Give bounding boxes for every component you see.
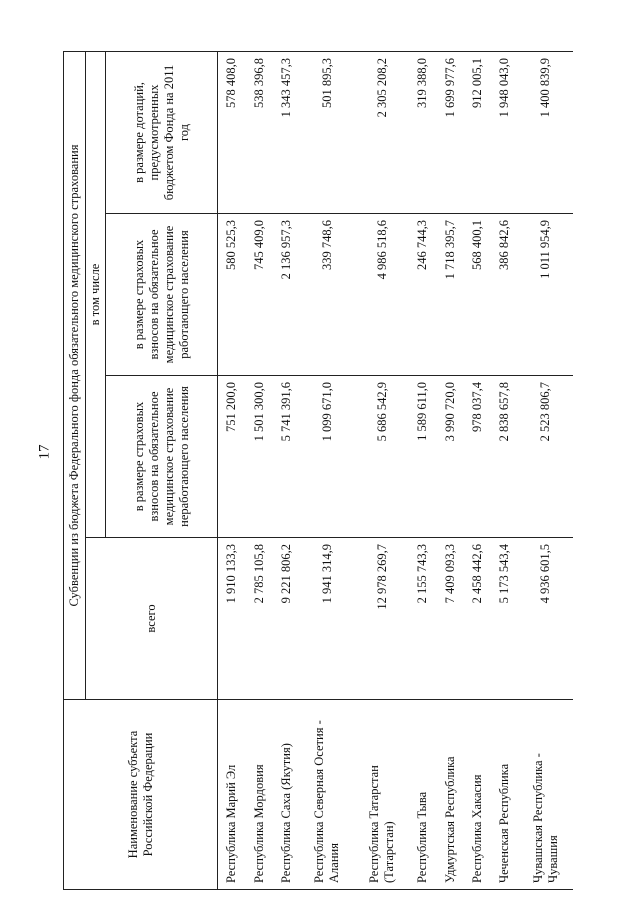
header-region: Наименование субъекта Российской Федерации (64, 700, 218, 890)
value-non-working: 978 037,4 (464, 376, 491, 538)
region-name: Республика Мордовия (246, 700, 273, 890)
value-subsidies: 578 408,0 (218, 51, 246, 213)
value-subsidies: 2 305 208,2 (355, 51, 410, 213)
value-subsidies: 1 699 977,6 (437, 51, 464, 213)
header-non-working: в размере страховых взносов на обязательное медицинское страхование неработающего населения (106, 376, 218, 538)
rotated-table-container (63, 52, 573, 890)
header-subventions: Субвенции из бюджета Федерального фонда обязательного медицинского страхования (64, 51, 86, 699)
header-total: всего (86, 538, 218, 700)
value-non-working: 2 838 657,8 (491, 376, 518, 538)
region-name: Республика Саха (Якутия) (273, 700, 300, 890)
region-name: Чувашская Республика - Чувашия (518, 700, 573, 890)
value-working: 386 842,6 (491, 214, 518, 376)
region-name: Республика Тыва (409, 700, 436, 890)
table-row (218, 51, 246, 889)
value-working: 745 409,0 (246, 214, 273, 376)
value-non-working: 1 099 671,0 (300, 376, 355, 538)
value-total: 12 978 269,7 (355, 538, 410, 700)
value-total: 9 221 806,2 (273, 538, 300, 700)
value-subsidies: 501 895,3 (300, 51, 355, 213)
value-subsidies: 912 005,1 (464, 51, 491, 213)
table-row (246, 51, 273, 889)
value-working: 580 525,3 (218, 214, 246, 376)
table-row (273, 51, 300, 889)
value-subsidies: 1 343 457,3 (273, 51, 300, 213)
value-non-working: 5 686 542,9 (355, 376, 410, 538)
value-total: 7 409 093,3 (437, 538, 464, 700)
page-number: 17 (36, 444, 53, 460)
value-working: 339 748,6 (300, 214, 355, 376)
subventions-table (63, 51, 573, 890)
region-name: Республика Хакасия (464, 700, 491, 890)
value-total: 5 173 543,4 (491, 538, 518, 700)
table-row (437, 51, 464, 889)
value-working: 1 011 954,9 (518, 214, 573, 376)
value-subsidies: 1 948 043,0 (491, 51, 518, 213)
value-subsidies: 538 396,8 (246, 51, 273, 213)
region-name: Республика Татарстан (Татарстан) (355, 700, 410, 890)
value-non-working: 2 523 806,7 (518, 376, 573, 538)
value-total: 2 785 105,8 (246, 538, 273, 700)
value-non-working: 3 990 720,0 (437, 376, 464, 538)
header-working: в размере страховых взносов на обязательное медицинское страхование работающего населения (106, 214, 218, 376)
value-total: 2 155 743,3 (409, 538, 436, 700)
value-non-working: 5 741 391,6 (273, 376, 300, 538)
header-subsidies: в размере дотаций, предусмотренных бюджетом Фонда на 2011 год (106, 51, 218, 213)
region-name: Республика Марий Эл (218, 700, 246, 890)
value-subsidies: 319 388,0 (409, 51, 436, 213)
region-name: Удмуртская Республика (437, 700, 464, 890)
header-including: в том числе (86, 51, 106, 537)
value-working: 4 986 518,6 (355, 214, 410, 376)
value-total: 1 941 314,9 (300, 538, 355, 700)
value-working: 2 136 957,3 (273, 214, 300, 376)
region-name: Республика Северная Осетия - Алания (300, 700, 355, 890)
value-non-working: 1 589 611,0 (409, 376, 436, 538)
value-non-working: 751 200,0 (218, 376, 246, 538)
table-row (409, 51, 436, 889)
table-row (491, 51, 518, 889)
table-row (355, 51, 410, 889)
table-row (518, 51, 573, 889)
value-total: 1 910 133,3 (218, 538, 246, 700)
table-row (300, 51, 355, 889)
value-total: 2 458 442,6 (464, 538, 491, 700)
value-working: 1 718 395,7 (437, 214, 464, 376)
region-name: Чеченская Республика (491, 700, 518, 890)
value-total: 4 936 601,5 (518, 538, 573, 700)
value-non-working: 1 501 300,0 (246, 376, 273, 538)
value-working: 568 400,1 (464, 214, 491, 376)
value-subsidies: 1 400 839,9 (518, 51, 573, 213)
table-row (464, 51, 491, 889)
value-working: 246 744,3 (409, 214, 436, 376)
